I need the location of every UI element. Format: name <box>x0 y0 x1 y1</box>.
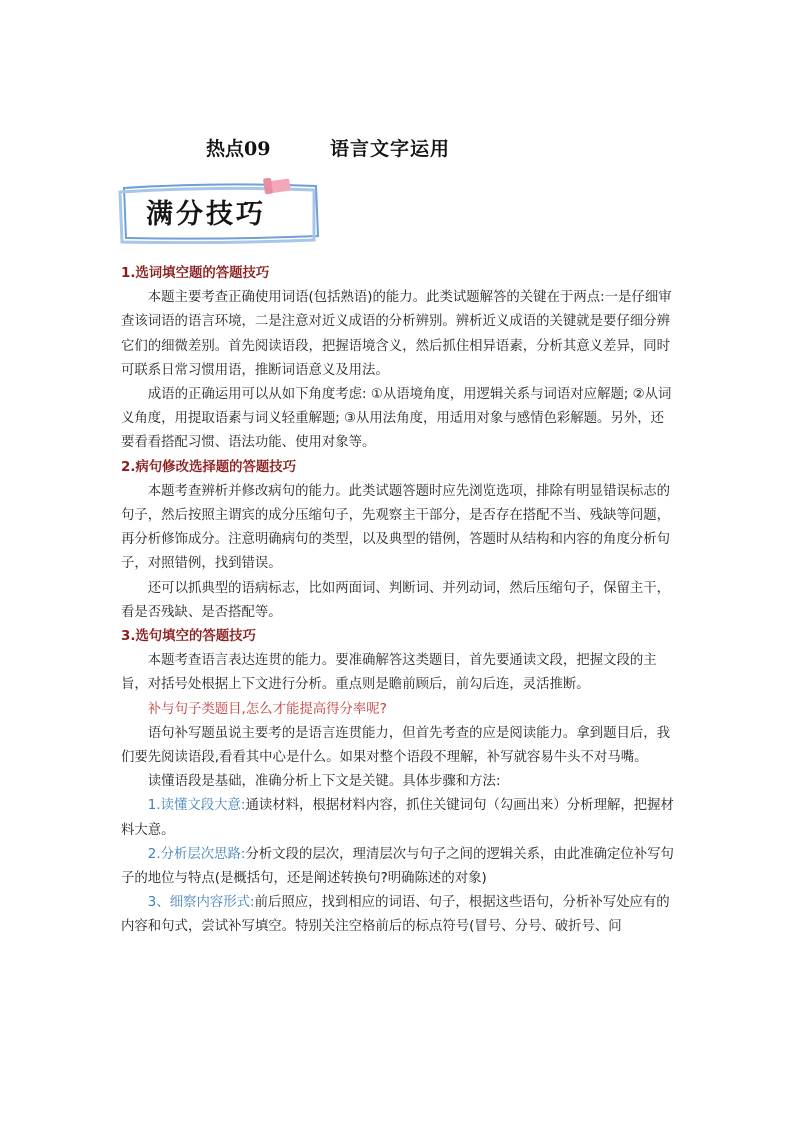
document-body <box>121 262 677 940</box>
step-text: 通读材料，根据材料内容，抓住关键词句（勾画出来）分析理解，把握材料大意。 <box>121 798 674 838</box>
step-item <box>121 843 677 891</box>
paragraph: 语句补写题虽说主要考的是语言连贯能力，但首先考查的应是阅读能力。拿到题目后，我们要先阅读语段,看看其中心是什么。如果对整个语段不理解，补写就容易牛头不对马嘴。 <box>121 725 671 766</box>
step-label: 1.读懂文段大意: <box>147 798 246 814</box>
paragraph: 读懂语段是基础，准确分析上下文是关键。具体步骤和方法: <box>147 774 501 790</box>
subheading: 补与句子类题目,怎么才能提高得分率呢? <box>147 701 387 717</box>
section-heading: 3.选句填空的答题技巧 <box>121 629 256 645</box>
section-heading: 1.选词填空题的答题技巧 <box>121 266 270 281</box>
step-text: 前后照应，找到相应的词语、句子，根据这些语句，分析补写处应有的内容和句式，尝试补写填空。特别关注空格前后的标点符号(冒号、分号、破折号、问 <box>121 895 670 935</box>
page-title <box>0 132 794 162</box>
paragraph: 本题主要考查正确使用词语(包括熟语)的能力。此类试题解答的关键在于两点:一是仔细审查该词语的语言环境，二是注意对近义成语的分析辨别。辨析近义成语的关键就是要仔细分辨它们的细微差别。首先阅读语段，把握语境含义，然后抓住相异语素，分析其意义差异，同时可联系日常习惯用语，推断词语意义及用法。 <box>121 290 672 378</box>
step-label: 2.分析层次思路: <box>147 846 246 862</box>
step-label: 3、细察内容形式: <box>147 895 255 911</box>
paragraph: 本题考查辨析并修改病句的能力。此类试题答题时应先浏览选项，排除有明显错误标志的句子，然后按照主谓宾的成分压缩句子，先观察主干部分，是否存在搭配不当、残缺等问题，再分析修饰成分。注意明确病句的类型，以及典型的错例，答题时从结构和内容的角度分析句子，对照错例，找到错误。 <box>121 483 671 572</box>
paragraph: 还可以抓典型的语病标志，比如两面词、判断词、并列动词，然后压缩句子，保留主干，看是否残缺、是否搭配等。 <box>121 580 671 620</box>
step-item <box>121 794 677 842</box>
banner-text: 满分技巧 <box>146 199 266 230</box>
paragraph: 成语的正确运用可以从如下角度考虑: ①从语境角度，用逻辑关系与词语对应解题; ②从词义角度，用提取语素与词义轻重解题; ③从用法角度，用适用对象与感情色彩解题。另外，还要看看搭配习惯、语法功能、使用对象等。 <box>121 387 672 451</box>
section-heading: 2.病句修改选择题的答题技巧 <box>121 459 297 475</box>
step-item <box>121 891 677 939</box>
title-hotspot-number: 热点09 <box>206 138 271 160</box>
banner-full-marks-tips <box>118 178 324 244</box>
paragraph: 本题考查语言表达连贯的能力。要准确解答这类题目，首先要通读文段，把握文段的主旨，对括号处根据上下文进行分析。重点则是瞻前顾后，前勾后连，灵活推断。 <box>121 653 657 693</box>
title-topic: 语言文字运用 <box>330 138 451 160</box>
step-text: 分析文段的层次，理清层次与句子之间的逻辑关系，由此准确定位补写句子的地位与特点(是概括句，还是阐述转换句?明确陈述的对象) <box>121 846 674 887</box>
